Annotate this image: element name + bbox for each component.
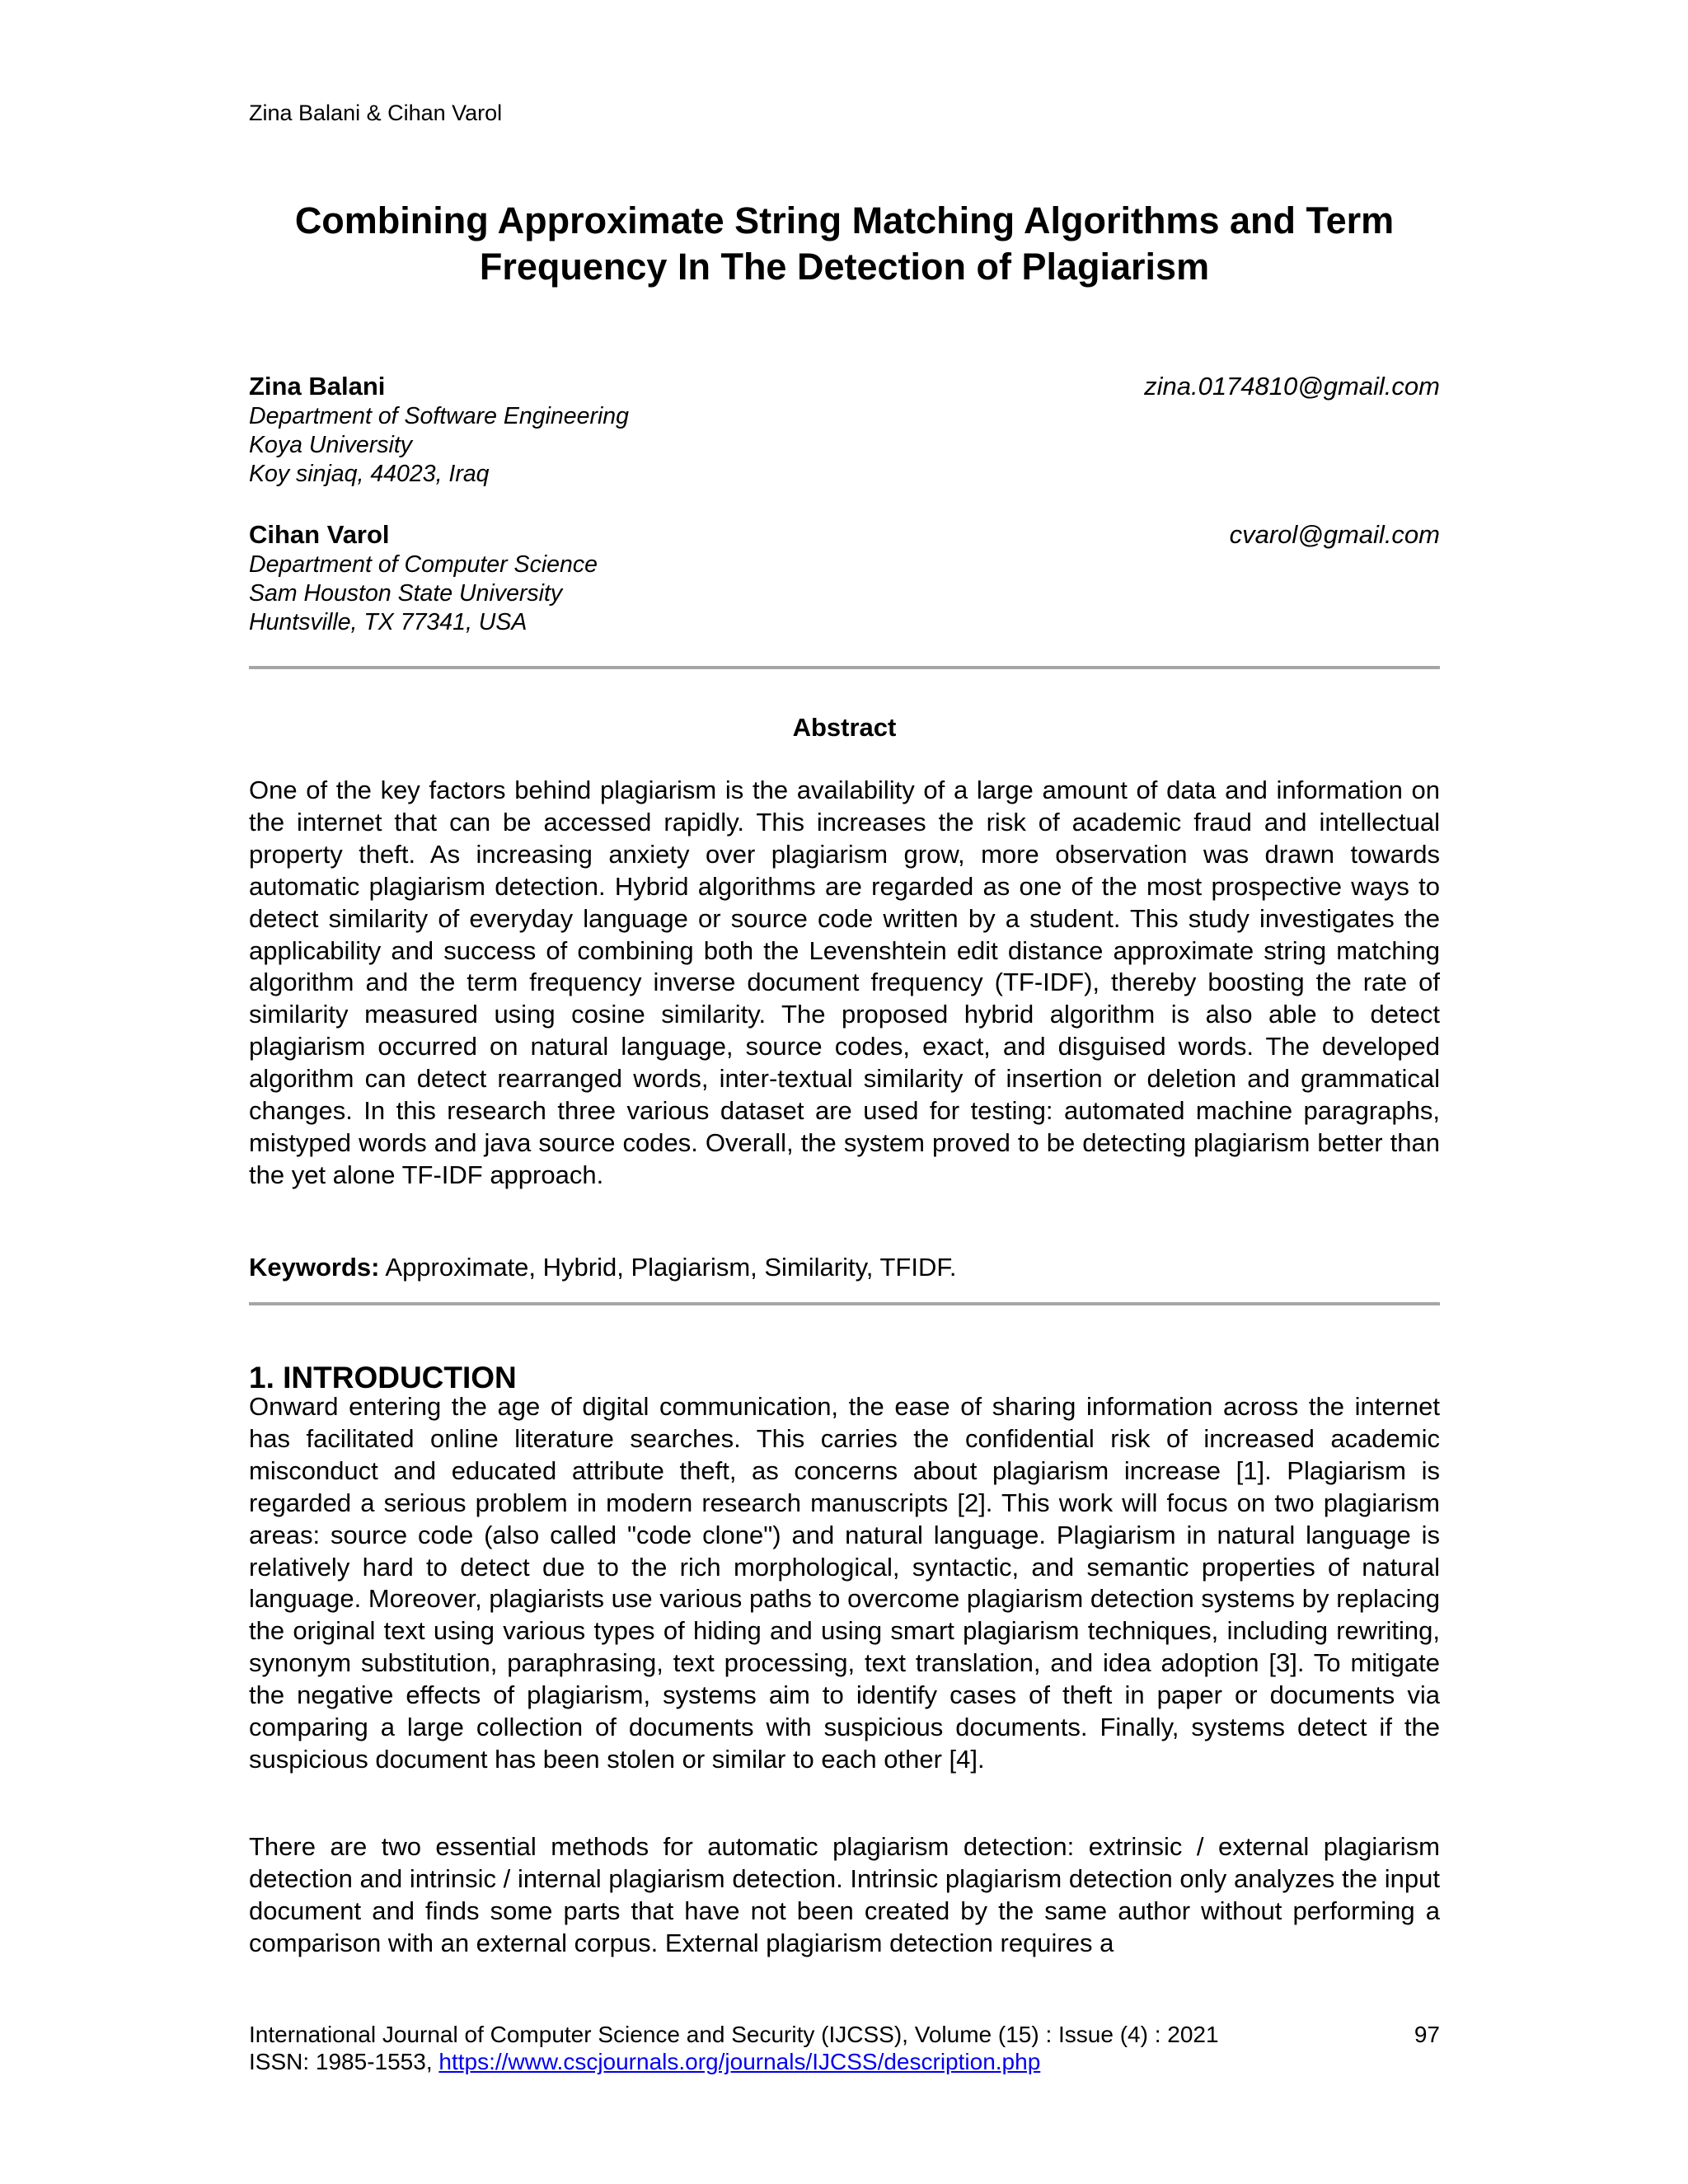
author-address: Koy sinjaq, 44023, Iraq xyxy=(249,461,490,487)
section-heading-introduction: 1. INTRODUCTION xyxy=(249,1361,517,1394)
divider-bottom xyxy=(249,1302,1440,1305)
abstract-text: One of the key factors behind plagiarism is the availability of a large amount of data and information on the internet that can be accessed rapidly. This increases the risk of academic fraud and intellectual property theft. As increasing anxiety over plagiarism grow, more observation was drawn towards automatic plagiarism detection. Hybrid algorithms are regarded as one of the most prospective ways to detect similarity of everyday language or source code written by a student. This study investigates the applicability and success of combining both the Levenshtein edit distance approximate string matching algorithm and the term frequency inverse document frequency (TF-IDF), thereby boosting the rate of similarity measured using cosine similarity. The proposed hybrid algorithm is also able to detect plagiarism occurred on natural language, source codes, exact, and disguised words. The developed algorithm can detect rearranged words, inter-textual similarity of insertion or deletion and grammatical changes. In this research three various dataset are used for testing: automated machine paragraphs, mistyped words and java source codes. Overall, the system proved to be detecting plagiarism better than the yet alone TF-IDF approach. xyxy=(249,776,1440,1189)
page-footer xyxy=(249,2021,1440,2075)
author-name: Cihan Varol xyxy=(249,520,390,549)
author-address: Huntsville, TX 77341, USA xyxy=(249,609,528,635)
abstract-heading: Abstract xyxy=(792,713,897,742)
footer-issn: ISSN: 1985-1553, xyxy=(249,2049,433,2074)
keywords-text: Approximate, Hybrid, Plagiarism, Similarity, TFIDF. xyxy=(385,1253,957,1282)
keywords-line xyxy=(249,1252,1440,1283)
author-block-1 xyxy=(249,371,1440,489)
paper-title: Combining Approximate String Matching Algorithms and Term Frequency In The Detection of Plagiarism xyxy=(294,199,1395,288)
author-name: Zina Balani xyxy=(249,372,386,401)
footer-issn-line xyxy=(249,2048,1440,2075)
author-block-2 xyxy=(249,519,1440,637)
page-number: 97 xyxy=(1414,2022,1440,2047)
footer-journal: International Journal of Computer Science and Security (IJCSS), Volume (15) : Issue (4) : 2021 xyxy=(249,2022,1219,2047)
author-email: cvarol@gmail.com xyxy=(1229,520,1440,549)
divider-top xyxy=(249,666,1440,669)
author-email: zina.0174810@gmail.com xyxy=(1144,372,1440,401)
author-institution: Sam Houston State University xyxy=(249,580,563,607)
author-department: Department of Computer Science xyxy=(249,551,598,578)
running-header: Zina Balani & Cihan Varol xyxy=(249,101,503,125)
introduction-paragraph-1: Onward entering the age of digital communication, the ease of sharing information across the internet has facilitated online literature searches. This carries the confidential risk of increased academic misconduct and educated attribute theft, as concerns about plagiarism increase [1]. Plagiarism is regarded a serious problem in modern research manuscripts [2]. This work will focus on two plagiarism areas: source code (also called "code clone") and natural language. Plagiarism in natural language is relatively hard to detect due to the rich morphological, syntactic, and semantic properties of natural language. Moreover, plagiarists use various paths to overcome plagiarism detection systems by replacing the original text using various types of hiding and using smart plagiarism techniques, including rewriting, synonym substitution, paraphrasing, text processing, text translation, and idea adoption [3]. To mitigate the negative effects of plagiarism, systems aim to identify cases of theft in paper or documents via comparing a large collection of documents with suspicious documents. Finally, systems detect if the suspicious document has been stolen or similar to each other [4]. xyxy=(249,1392,1440,1774)
introduction-paragraph-2: There are two essential methods for automatic plagiarism detection: extrinsic / external plagiarism detection and intrinsic / internal plagiarism detection. Intrinsic plagiarism detection only analyzes the input document and finds some parts that have not been created by the same author without performing a comparison with an external corpus. External plagiarism detection requires a xyxy=(249,1832,1440,1957)
footer-journal-link[interactable]: https://www.cscjournals.org/journals/IJCSS/description.php xyxy=(438,2049,1041,2074)
author-department: Department of Software Engineering xyxy=(249,403,630,429)
keywords-label: Keywords: xyxy=(249,1253,380,1282)
author-institution: Koya University xyxy=(249,432,412,458)
